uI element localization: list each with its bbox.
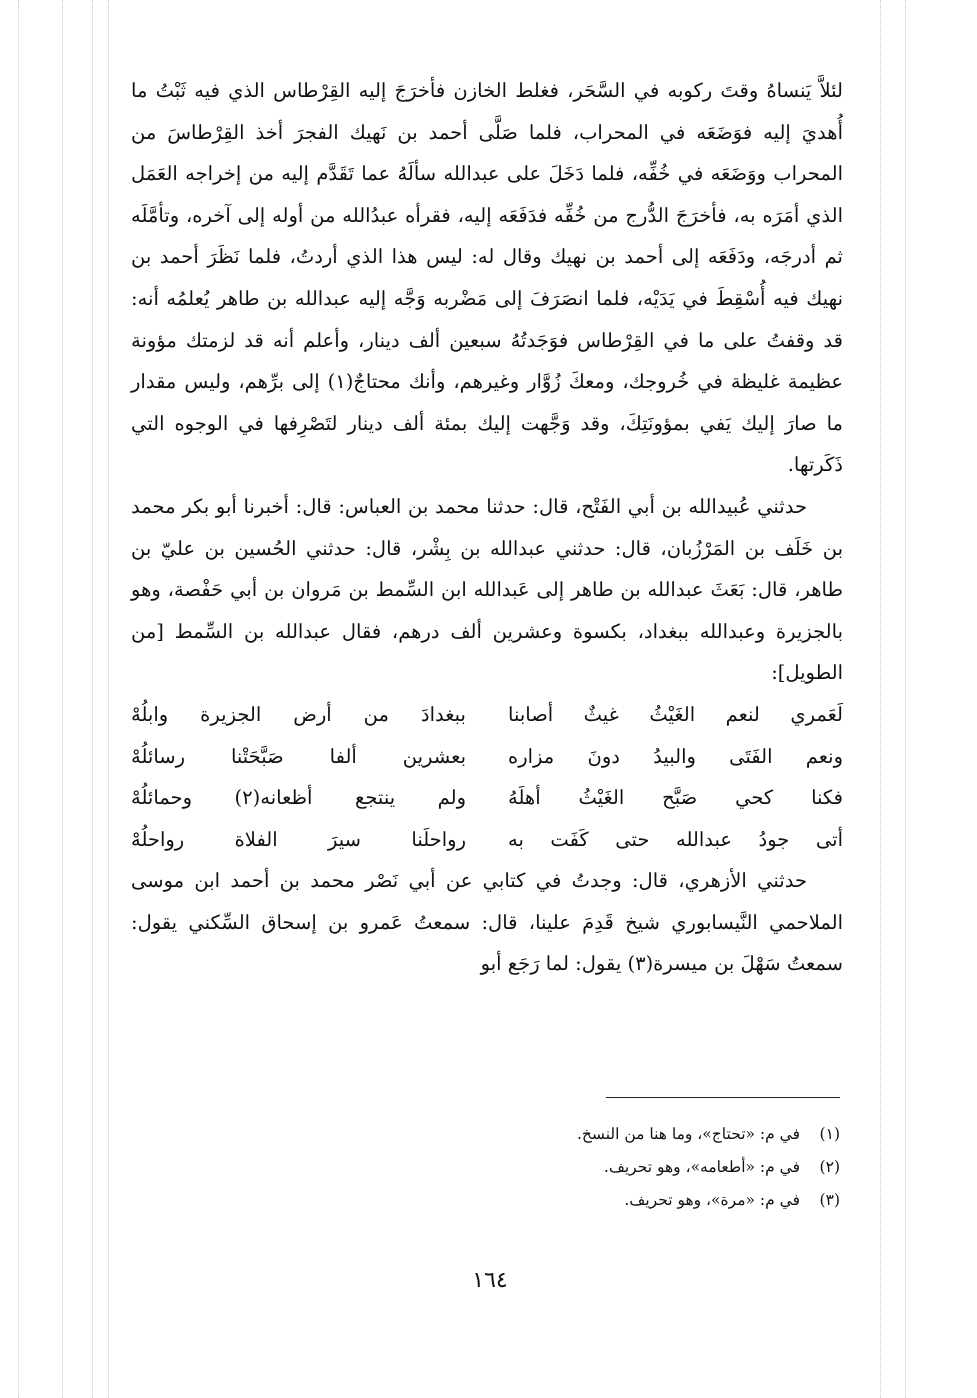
footnote-text: في م: «تحتاج»، وما هنا من النسخ.: [576, 1125, 800, 1143]
verse: [131, 819, 843, 861]
verse-hemistich-second: ولم ينتجع أظعانه(٢) وحمائلُهْ: [131, 786, 466, 810]
footnote-number: (١): [819, 1125, 840, 1143]
footnote: [420, 1151, 840, 1184]
paragraph-2: حدثني عُبيدالله بن أبي الفَتْح، قال: حدثنا محمد بن العباس: قال: أخبرنا أبو بكر محمد بن خَلَف بن المَرْزُبان، قال: حدثني عبدالله بن بِشْر، قال: حدثني الحُسين بن عليّ بن طاهر، قال: بَعَثَ عبدالله بن طاهر إلى عَبدالله ابن السِّمط بن مَروان بن أبي حَفْصة، وهو بالجزيرة وعبدالله ببغداد، بكسوة وعشرين ألف درهم، فقال عبدالله بن السِّمط [من الطويل]:: [131, 494, 843, 685]
footnote: [420, 1184, 840, 1217]
verse-hemistich-first: لَعَمري لنعم الغَيْثُ غيثٌ أصابنا: [508, 702, 843, 726]
footnote-divider: [606, 1097, 840, 1098]
poem: [131, 694, 843, 860]
verse-hemistich-second: ببغدادَ من أرض الجزيرة وابلُهْ: [131, 702, 466, 726]
verse-hemistich-first: فكنا كحي صَبَّح الغَيْثُ أهلَهُ: [508, 786, 843, 810]
scan-artifact-line: [92, 0, 93, 1398]
paragraph-3: حدثني الأزهري، قال: وجدتُ في كتابي عن أبي نَصْر محمد بن أحمد ابن موسى الملاحمي النَّيسابوري شيخ قَدِمَ علينا، قال: سمعتُ عَمرو بن إسحاق السِّكني يقول: سمعتُ سَهْلَ بن ميسرة(٣) يقول: لما رَجَع أبو: [131, 869, 843, 976]
footnote-text: في م: «أطعامه»، وهو تحريف.: [603, 1158, 800, 1176]
scan-artifact-line: [62, 0, 63, 1398]
scan-artifact-line: [18, 0, 19, 1398]
verse: [131, 736, 843, 778]
scan-artifact-line: [880, 0, 881, 1398]
paragraph-1: لئلاَّ يَنساهُ وقتَ ركوبه في السَّحَر، فغلط الخازن فأخرَجَ إليه القِرْطاس الذي فيه ثَبْتُ ما أُهديَ إليه فوَضَعَه في المحراب، فلما صَلَّى أحمد بن نَهيك الفجرَ أخذ القِرْطاسَ من المحراب ووَضَعَه في خُفِّه، فلما دَخَلَ على عبدالله سألَهُ عما تَقَدَّم إليه من إخراجه العَمَل الذي أمَرَه به، فأخرَجَ الدُّرج من خُفِّه فدَفَعَه إليه، فقرأه عبدُالله من أوله إلى آخره، وتأمَّلَه ثم أدرجَه، ودَفَعَه إلى أحمد بن نهيك وقال له: ليس هذا الذي أردتُ، فلما نَظَرَ أحمد بن نهيك فيه أُسْقِطَ في يَدَيْه، فلما انصَرَفَ إلى مَضْربه وَجَّه إليه عبدالله بن طاهر يُعلمُه أنه: قد وقفتُ على ما في القِرْطاس فوَجَدتُهُ سبعين ألف دينار، وأعلم أنه قد لزمتك مؤونة عظيمة غليظة في خُروجك، ومعكَ زُوَّار وغيرهم، وأنك محتاجٌ(١) إلى برِّهم، وليس مقدار ما صارَ إليك يَفي بمؤونَتِكَ، وقد وَجَّهت إليك بمئة ألف دينار لتَصْرِفها في الوجوه التي ذَكَرتها.: [131, 79, 843, 477]
page-number: ١٦٤: [472, 1268, 508, 1293]
verse-hemistich-second: بعشرين ألفا صَبَّحَتْنا رسائلُهْ: [131, 744, 466, 768]
verse: [131, 777, 843, 819]
main-text: [131, 70, 843, 985]
footnotes: [420, 1118, 840, 1217]
verse-hemistich-first: ونعم الفَتَى والبيدُ دونَ مزاره: [508, 744, 843, 768]
verse: [131, 694, 843, 736]
verse-hemistich-first: أتى جودُ عبدالله حتى كَفَت به: [508, 827, 843, 851]
footnote: [420, 1118, 840, 1151]
scan-artifact-line: [905, 0, 906, 1398]
verse-hemistich-second: رواحلَنا سيرَ الفلاة رواحلُهْ: [131, 827, 466, 851]
footnote-text: في م: «مرة»، وهو تحريف.: [624, 1191, 800, 1209]
footnote-number: (٣): [819, 1191, 840, 1209]
scan-artifact-line: [108, 0, 109, 1398]
footnote-number: (٢): [819, 1158, 840, 1176]
